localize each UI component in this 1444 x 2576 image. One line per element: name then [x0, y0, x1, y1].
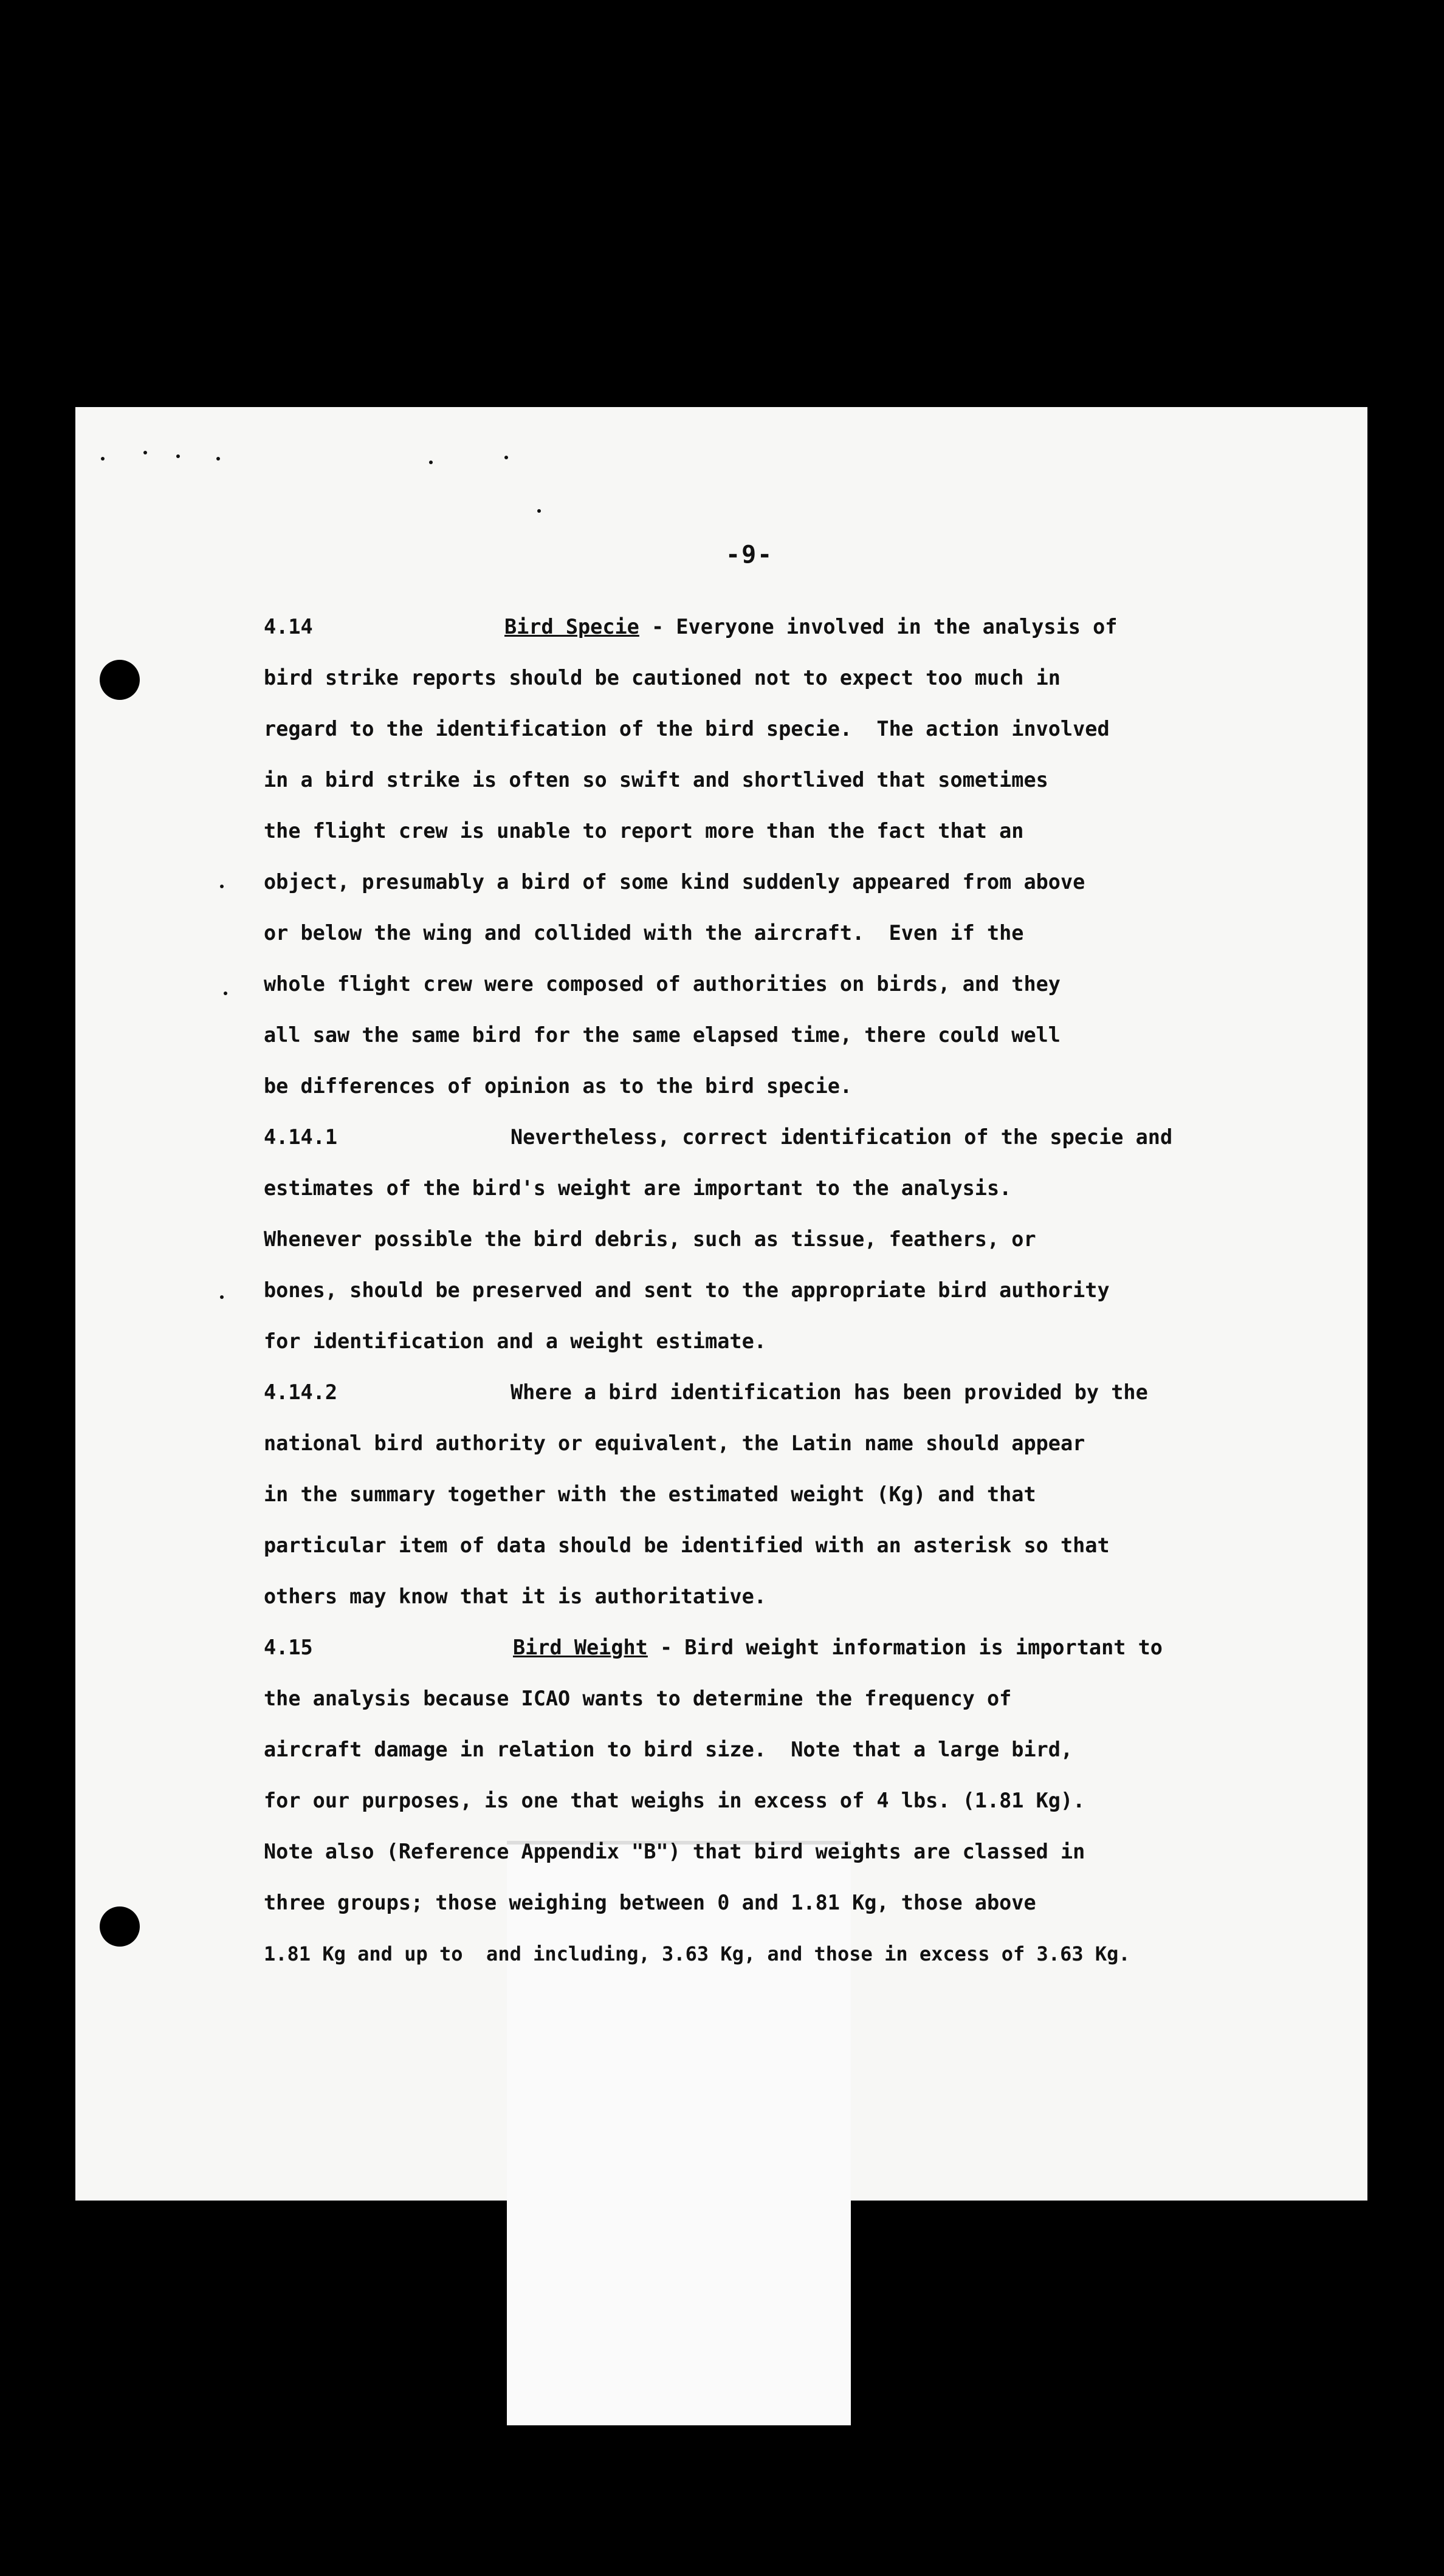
body-line: national bird authority or equivalent, the Latin name should appear — [264, 1431, 1085, 1455]
speck — [224, 992, 227, 995]
body-line: object, presumably a bird of some kind suddenly appeared from above — [264, 870, 1085, 894]
section-number: 4.14.2 — [264, 1380, 338, 1404]
body-line: others may know that it is authoritative. — [264, 1584, 766, 1608]
speck — [101, 457, 105, 461]
body-line: all saw the same bird for the same elapsed time, there could well — [264, 1023, 1061, 1047]
first-line — [513, 1636, 1163, 1660]
body-line: for our purposes, is one that weighs in excess of 4 lbs. (1.81 Kg). — [264, 1789, 1085, 1812]
speck — [504, 456, 508, 459]
body-line: aircraft damage in relation to bird size. Note that a large bird, — [264, 1738, 1073, 1761]
speck — [537, 509, 541, 513]
body-line: whole flight crew were composed of authorities on birds, and they — [264, 972, 1061, 996]
section-heading: Bird Specie — [504, 615, 639, 639]
first-line: Nevertheless, correct identification of the specie and — [511, 1125, 1173, 1149]
paper-stub — [507, 1841, 851, 2425]
section-number: 4.14.1 — [264, 1125, 338, 1149]
section-number: 4.14 — [264, 615, 313, 639]
body-line: estimates of the bird's weight are important to the analysis. — [264, 1176, 1012, 1200]
body-line: 1.81 Kg and up to and including, 3.63 Kg, and those in excess of 3.63 Kg. — [264, 1942, 1130, 1965]
page-number: -9- — [726, 541, 774, 569]
first-line-rest: - Everyone involved in the analysis of — [639, 615, 1118, 639]
body-line: three groups; those weighing between 0 and 1.81 Kg, those above — [264, 1891, 1036, 1914]
first-line — [504, 615, 1117, 639]
body-line: the analysis because ICAO wants to determine the frequency of — [264, 1687, 1012, 1710]
body-line: regard to the identification of the bird specie. The action involved — [264, 717, 1110, 741]
speck — [220, 1295, 224, 1299]
section-number: 4.15 — [264, 1636, 313, 1659]
body-line: be differences of opinion as to the bird specie. — [264, 1074, 853, 1098]
body-line: or below the wing and collided with the aircraft. Even if the — [264, 921, 1024, 945]
body-line: bones, should be preserved and sent to the appropriate bird authority — [264, 1278, 1110, 1302]
body-line: particular item of data should be identified with an asterisk so that — [264, 1533, 1110, 1557]
body-line: the flight crew is unable to report more than the fact that an — [264, 819, 1024, 843]
speck — [220, 885, 224, 888]
body-line: Note also (Reference Appendix "B") that bird weights are classed in — [264, 1840, 1085, 1863]
speck — [216, 457, 220, 461]
body-line: in a bird strike is often so swift and shortlived that sometimes — [264, 768, 1048, 792]
body-line: Whenever possible the bird debris, such as tissue, feathers, or — [264, 1227, 1036, 1251]
first-line: Where a bird identification has been provided by the — [511, 1380, 1148, 1404]
speck — [176, 454, 180, 458]
body-line: in the summary together with the estimated weight (Kg) and that — [264, 1482, 1036, 1506]
section-heading: Bird Weight — [513, 1636, 648, 1659]
body-line: bird strike reports should be cautioned not to expect too much in — [264, 666, 1061, 690]
speck — [429, 461, 433, 464]
first-line-rest: - Bird weight information is important to — [647, 1636, 1163, 1659]
punch-hole-top — [100, 660, 140, 700]
speck — [143, 451, 147, 454]
punch-hole-bottom — [100, 1906, 140, 1947]
body-line: for identification and a weight estimate. — [264, 1329, 766, 1353]
